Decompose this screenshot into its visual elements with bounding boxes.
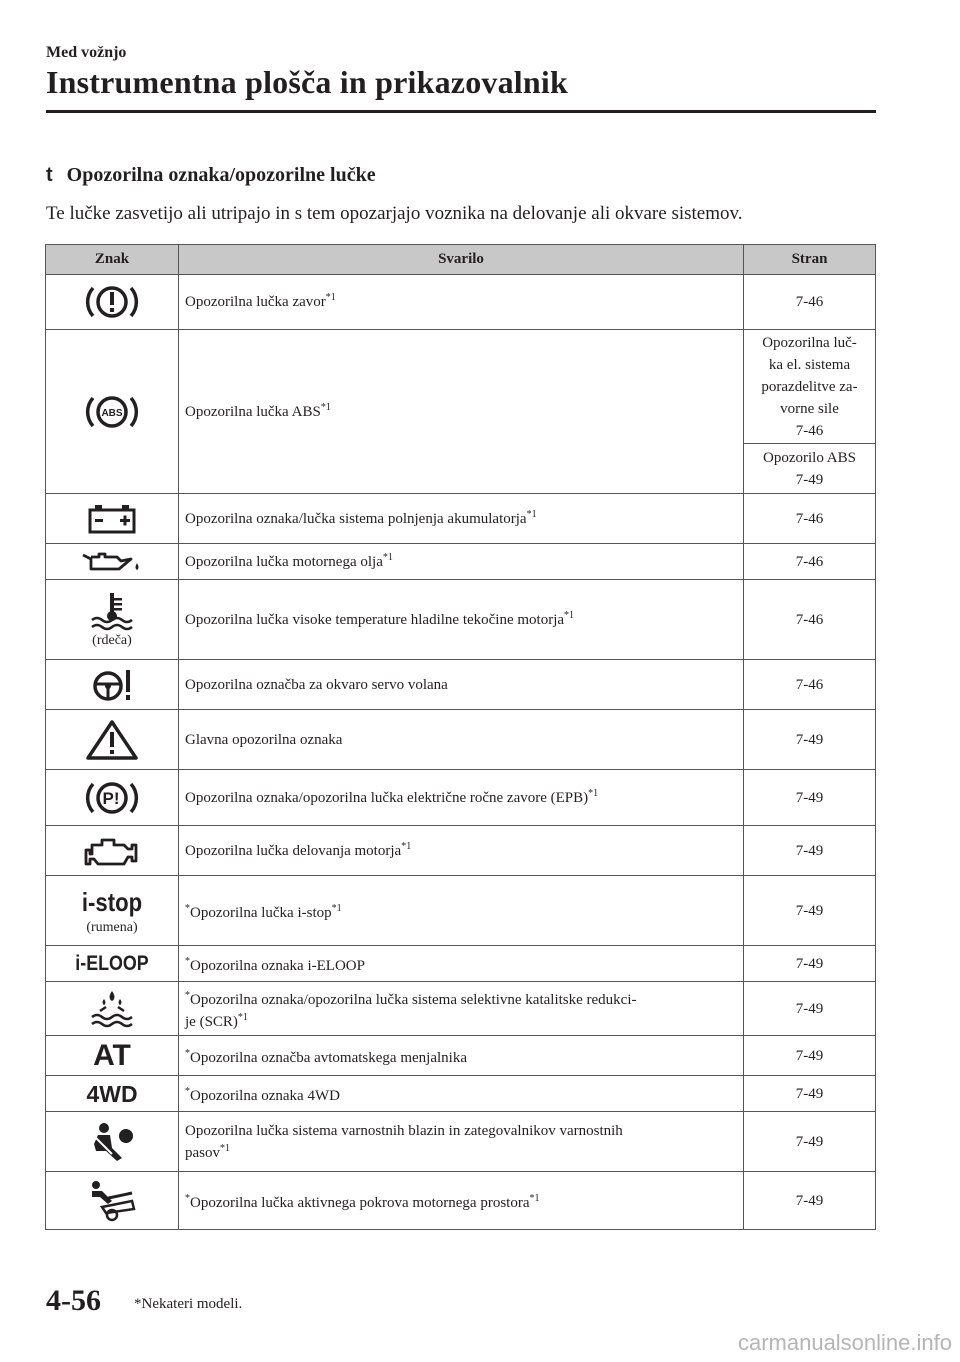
warning-description: *Opozorilna oznaka/opozorilna lučka sistema selektivne katalitske redukci- je (SCR)$^{*1}$ [179, 982, 744, 1036]
warning-description: Opozorilna lučka visoke temperature hladilne tekočine motorja$^{*1}$ [179, 580, 744, 660]
active-bonnet-icon [82, 1179, 142, 1223]
symbol-cell [46, 494, 179, 544]
table-row [46, 660, 876, 710]
symbol-cell [46, 946, 179, 982]
warning-description: Opozorilna lučka delovanja motorja$^{*1}$ [179, 826, 744, 876]
table-row [46, 275, 876, 330]
battery-icon [82, 501, 142, 537]
symbol-cell [46, 275, 179, 330]
intro-text: Te lučke zasvetijo ali utripajo in s tem opozarjajo voznika na delovanje ali okvare sistemov. [46, 203, 743, 224]
table-header-row [46, 245, 876, 275]
page-reference: 7-49 [744, 1076, 876, 1112]
table-row [46, 826, 876, 876]
warning-description: *Opozorilna oznaka i-ELOOP [179, 946, 744, 982]
i-stop-icon: i-stop [81, 886, 143, 917]
symbol-cell [46, 770, 179, 826]
page-reference: 7-46 [744, 494, 876, 544]
page-reference: 7-49 [744, 946, 876, 982]
table-row [46, 946, 876, 982]
warning-lights-table [45, 244, 876, 1230]
symbol-cell [46, 1036, 179, 1076]
page-reference: Opozorilo ABS 7-49 [744, 444, 876, 494]
page-reference: 7-49 [744, 770, 876, 826]
icon-color-note: (rdeča) [92, 632, 132, 648]
page-reference: 7-49 [744, 1036, 876, 1076]
warning-description: Glavna opozorilna oznaka [179, 710, 744, 770]
symbol-cell [46, 544, 179, 580]
coolant-temperature-icon [82, 591, 142, 631]
symbol-cell [46, 330, 179, 494]
page-reference: 7-49 [744, 710, 876, 770]
header-warning: Svarilo [179, 245, 744, 275]
warning-description: Opozorilna oznaka/opozorilna lučka električne ročne zavore (EPB)$^{*1}$ [179, 770, 744, 826]
warning-description: *Opozorilna lučka i-stop$^{*1}$ [179, 876, 744, 946]
footnote: *Nekateri modeli. [134, 1296, 243, 1312]
page-reference: 7-46 [744, 580, 876, 660]
symbol-cell [46, 876, 179, 946]
header-page: Stran [744, 245, 876, 275]
epb-icon [82, 776, 142, 820]
oil-can-icon [77, 549, 147, 575]
page-reference: 7-46 [744, 275, 876, 330]
warning-description: Opozorilna lučka sistema varnostnih blazin in zategovalnikov varnostnih pasov$^{*1}$ [179, 1112, 744, 1172]
table-row [46, 1172, 876, 1230]
symbol-cell [46, 580, 179, 660]
symbol-cell [46, 982, 179, 1036]
watermark: carmanualsonline.info [737, 1330, 952, 1355]
warning-description: *Opozorilna označba avtomatskega menjalnika [179, 1036, 744, 1076]
page-number: 4-56 [46, 1284, 101, 1317]
page-reference: 7-49 [744, 876, 876, 946]
warning-description: Opozorilna oznaka/lučka sistema polnjenja akumulatorja$^{*1}$ [179, 494, 744, 544]
page-reference: 7-49 [744, 982, 876, 1036]
warning-description: *Opozorilna lučka aktivnega pokrova motornega prostora$^{*1}$ [179, 1172, 744, 1230]
table-row [46, 1076, 876, 1112]
master-warning-icon [82, 718, 142, 762]
symbol-cell [46, 1172, 179, 1230]
symbol-cell [46, 1112, 179, 1172]
heading-marker: t [46, 164, 53, 186]
table-row [46, 982, 876, 1036]
table-row [46, 544, 876, 580]
airbag-icon [82, 1120, 142, 1164]
section-heading [46, 164, 376, 187]
title-rule [46, 110, 876, 113]
heading-text: Opozorilna oznaka/opozorilne lučke [66, 164, 376, 186]
icon-color-note: (rumena) [86, 919, 138, 935]
warning-description: Opozorilna označba za okvaro servo volana [179, 660, 744, 710]
table-row [46, 580, 876, 660]
page-reference: 7-49 [744, 826, 876, 876]
table-row [46, 494, 876, 544]
power-steering-icon [82, 665, 142, 705]
symbol-cell [46, 710, 179, 770]
scr-icon [82, 989, 142, 1029]
4wd-icon: 4WD [86, 1080, 138, 1107]
engine-icon [80, 833, 144, 869]
page-reference: 7-49 [744, 1112, 876, 1172]
page-reference: 7-46 [744, 544, 876, 580]
table-row [46, 876, 876, 946]
table-row [46, 770, 876, 826]
page-reference: 7-49 [744, 1172, 876, 1230]
table-row [46, 1036, 876, 1076]
brake-warning-icon [82, 280, 142, 324]
section-label: Med vožnjo [46, 44, 127, 61]
i-eloop-icon: i-ELOOP [75, 951, 149, 975]
page-reference: 7-46 [744, 660, 876, 710]
table-row [46, 1112, 876, 1172]
at-icon: AT [93, 1038, 131, 1072]
table-row [46, 330, 876, 444]
warning-description: Opozorilna lučka ABS$^{*1}$ [179, 330, 744, 494]
warning-description: *Opozorilna oznaka 4WD [179, 1076, 744, 1112]
warning-description: Opozorilna lučka motornega olja$^{*1}$ [179, 544, 744, 580]
svg-text:ABS: ABS [101, 407, 123, 419]
header-symbol: Znak [46, 245, 179, 275]
warning-description: Opozorilna lučka zavor$^{*1}$ [179, 275, 744, 330]
symbol-cell [46, 826, 179, 876]
page-title: Instrumentna plošča in prikazovalnik [46, 64, 568, 100]
abs-warning-icon [82, 390, 142, 434]
svg-text:P!: P! [102, 788, 120, 808]
table-row [46, 710, 876, 770]
page-reference: Opozorilna luč- ka el. sistema porazdelitve za- vorne sile 7-46 [744, 330, 876, 444]
symbol-cell [46, 1076, 179, 1112]
symbol-cell [46, 660, 179, 710]
